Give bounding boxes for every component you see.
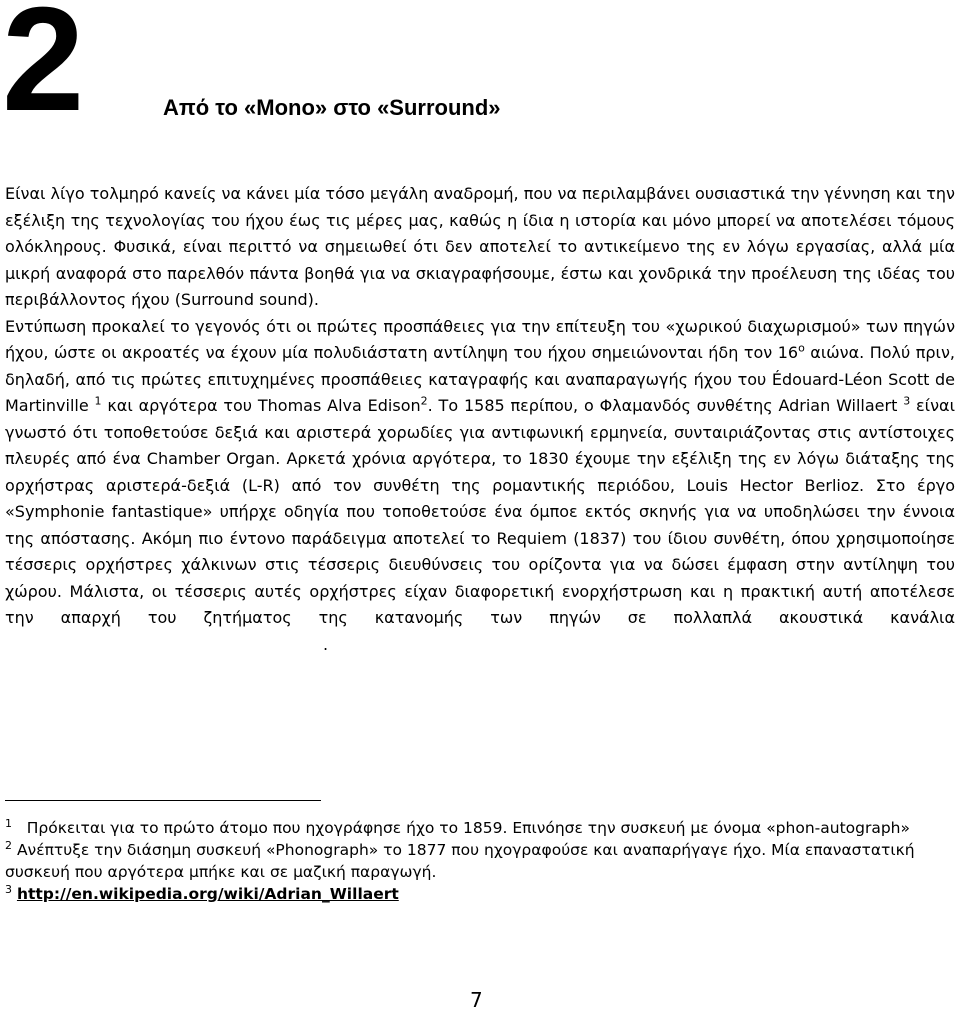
footnote-ref-1[interactable]: 1 xyxy=(94,394,102,408)
paragraph-history-part4: . Το 1585 περίπου, ο Φλαμανδός συνθέτης Adrian Willaert xyxy=(427,396,904,415)
footnote-separator xyxy=(5,800,321,801)
body-text xyxy=(5,181,955,658)
paragraph-history xyxy=(5,314,955,659)
ordinal-superscript: ο xyxy=(798,341,805,355)
footnotes xyxy=(5,817,920,905)
footnote-1-text: Πρόκειται για το πρώτο άτομο που ηχογράφησε ήχο το 1859. Επινόησε την συσκευή με όνομα «phon-autograph» xyxy=(26,819,910,837)
paragraph-history-part3: και αργότερα του Thomas Alva Edison xyxy=(101,396,421,415)
paragraph-history-end: . xyxy=(323,634,329,654)
paragraph-intro: Είναι λίγο τολμηρό κανείς να κάνει μία τόσο μεγάλη αναδρομή, που να περιλαμβάνει ουσιαστικά την γέννηση και την εξέλιξη της τεχνολογίας του ήχου έως τις μέρες μας, καθώς η ίδια η ιστορία και μόνο μπορεί να αποτελέσει τόμους ολόκληρους. Φυσικά, είναι περιττό να σημειωθεί ότι δεν αποτελεί το αντικείμενο της εν λόγω εργασίας, αλλά μία μικρή αναφορά στο παρελθόν πάντα βοηθά για να σκιαγραφήσουμε, έστω και χονδρικά την προέλευση της ιδέας του περιβάλλοντος ήχου (Surround sound). xyxy=(5,184,955,309)
paragraph-history-part1: Εντύπωση προκαλεί το γεγονός ότι οι πρώτες προσπάθειες για την επίτευξη του «χωρικού διαχωρισμού» των πηγών ήχου, ώστε οι ακροατές να έχουν μία πολυδιάστατη αντίληψη του ήχου σημειώνονται ήδη τον 16 xyxy=(5,316,955,362)
footnote-mark-2: 2 xyxy=(5,838,12,852)
footnote-ref-3[interactable]: 3 xyxy=(903,394,911,408)
chapter-number: 2 xyxy=(2,0,81,142)
footnote-2 xyxy=(5,839,920,883)
paragraph-history-part2: αιώνα. Πολύ πριν, δηλαδή, από τις πρώτες επιτυχημένες προσπάθειες καταγραφής και αναπαραγωγής ήχου του Édouard-Léon Scott de Martinville xyxy=(5,343,955,415)
footnote-mark-1: 1 xyxy=(5,816,12,830)
paragraph-history-part5: είναι γνωστό ότι τοποθετούσε δεξιά και αριστερά χορωδίες για αντιφωνική ερμηνεία, συνταιριάζοντας στις αντίστοιχες πλευρές από ένα Chamber Organ. Αρκετά χρόνια αργότερα, το 1830 έχουμε την εξέλιξη της εν λόγω διάταξης της ορχήστρας αριστερά-δεξιά (L-R) από τον συνθέτη της ρομαντικής περιόδου, Louis Hector Berlioz. Στο έργο «Symphonie fantastique» υπήρχε οδηγία που τοποθετούσε ένα όμποε εκτός σκηνής για να υποδηλώσει την έννοια της απόστασης. Ακόμη πιο έντονο παράδειγμα αποτελεί το Requiem (1837) του ίδιου συνθέτη, όπου χρησιμοποίησε τέσσερις ορχήστρες χάλκινων στις τέσσερις διευθύνσεις του ορίζοντα για να δώσει έμφαση στην αντίληψη του χώρου. Μάλιστα, οι τέσσερις αυτές ορχήστρες είχαν διαφορετική ενορχήστρωση και η πρακτική αυτή αποτέλεσε την απαρχή του ζητήματος της κατανομής των πηγών σε πολλαπλά ακουστικά κανάλια xyxy=(5,396,955,627)
footnote-mark-3: 3 xyxy=(5,882,12,896)
page-number: 7 xyxy=(470,988,483,1012)
footnote-ref-2[interactable]: 2 xyxy=(420,394,428,408)
footnote-3 xyxy=(5,883,920,905)
footnote-1 xyxy=(5,817,920,839)
wikipedia-link[interactable]: http://en.wikipedia.org/wiki/Adrian_Willaert xyxy=(16,885,399,903)
footnote-2-text: Ανέπτυξε την διάσημη συσκευή «Phonograph» το 1877 που ηχογραφούσε και αναπαρήγαγε ήχο. Μία επαναστατική συσκευή που αργότερα μπήκε και σε μαζική παραγωγή. xyxy=(5,841,915,881)
chapter-title: Από το «Mono» στο «Surround» xyxy=(163,95,501,120)
